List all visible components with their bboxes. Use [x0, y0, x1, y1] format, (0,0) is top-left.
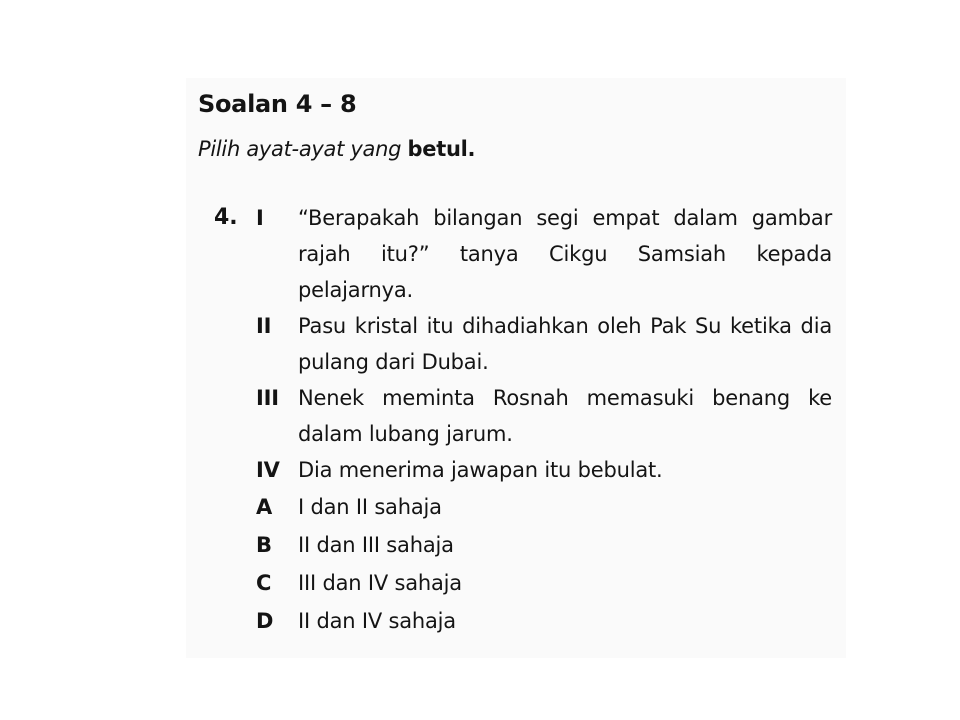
question-body	[256, 200, 832, 640]
question-number: 4.	[214, 205, 238, 230]
statement-numeral: I	[256, 206, 264, 230]
statement-numeral: II	[256, 314, 272, 338]
option-letter: C	[256, 571, 272, 595]
instruction-italic: Pilih ayat-ayat yang	[198, 137, 402, 161]
option-text: I dan II sahaja	[298, 495, 442, 519]
statement-4	[256, 452, 832, 488]
option-b[interactable]	[256, 526, 832, 564]
option-a[interactable]	[256, 488, 832, 526]
statement-numeral: III	[256, 386, 279, 410]
statement-3	[256, 380, 832, 452]
statement-2	[256, 308, 832, 380]
option-d[interactable]	[256, 602, 832, 640]
statement-numeral: IV	[256, 458, 280, 482]
option-letter: D	[256, 609, 274, 633]
instruction-bold: betul.	[407, 137, 476, 161]
option-letter: A	[256, 495, 273, 519]
section-heading: Soalan 4 – 8	[198, 90, 357, 118]
statement-text: “Berapakah bilangan segi empat dalam gambar rajah itu?” tanya Cikgu Samsiah kepada pelajarnya.	[298, 206, 832, 302]
statement-text: Nenek meminta Rosnah memasuki benang ke dalam lubang jarum.	[298, 386, 832, 446]
instruction-text	[198, 137, 475, 161]
option-letter: B	[256, 533, 272, 557]
option-text: II dan III sahaja	[298, 533, 454, 557]
option-c[interactable]	[256, 564, 832, 602]
option-text: III dan IV sahaja	[298, 571, 462, 595]
statement-text: Dia menerima jawapan itu bebulat.	[298, 458, 663, 482]
statement-1	[256, 200, 832, 308]
option-text: II dan IV sahaja	[298, 609, 456, 633]
statement-text: Pasu kristal itu dihadiahkan oleh Pak Su ketika dia pulang dari Dubai.	[298, 314, 832, 374]
